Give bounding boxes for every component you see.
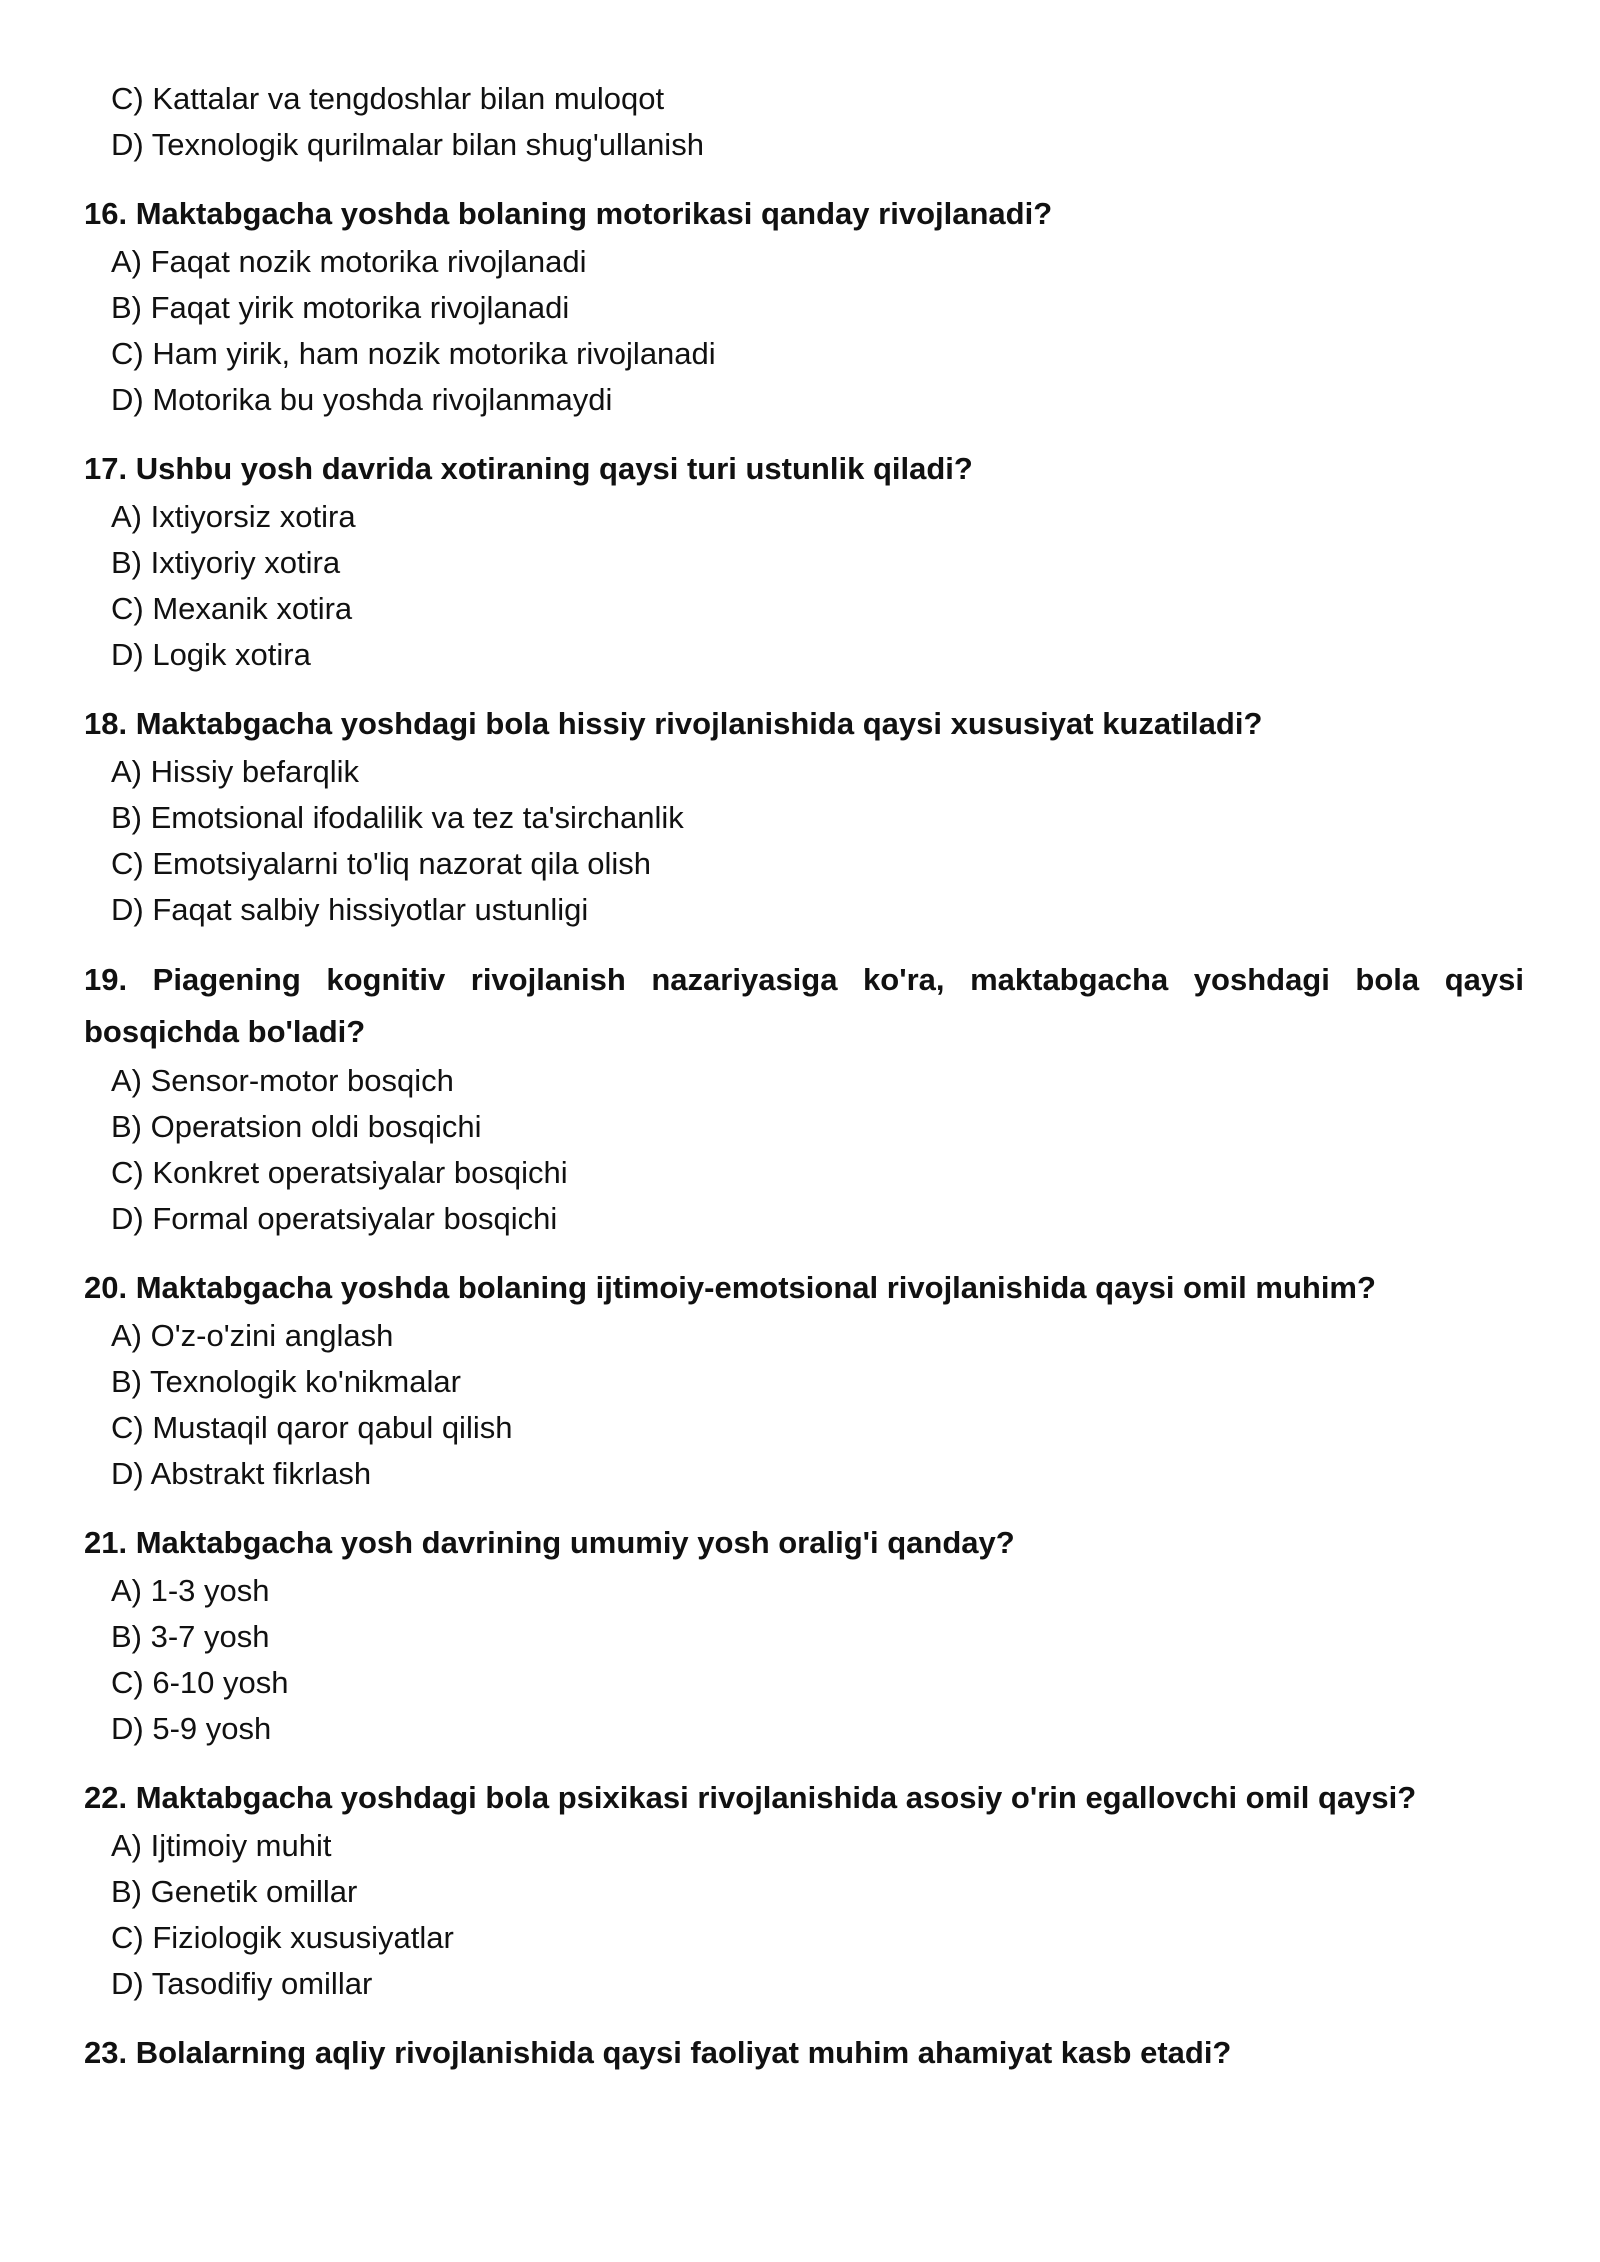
answer-option: C) 6-10 yosh	[111, 1665, 289, 1700]
quiz-content	[84, 76, 1524, 2099]
answer-option: B) Texnologik ko'nikmalar	[111, 1364, 461, 1399]
question-text: 21. Maktabgacha yosh davrining umumiy yosh oralig'i qanday?	[84, 1525, 1015, 1560]
question-text: 22. Maktabgacha yoshdagi bola psixikasi rivojlanishida asosiy o'rin egallovchi omil qaysi?	[84, 1780, 1417, 1815]
answer-option: A) Hissiy befarqlik	[111, 754, 360, 789]
answer-option: D) 5-9 yosh	[111, 1711, 272, 1746]
answer-option: C) Fiziologik xususiyatlar	[111, 1920, 454, 1955]
answer-option: A) Sensor-motor bosqich	[111, 1063, 454, 1098]
answer-option: C) Konkret operatsiyalar bosqichi	[111, 1155, 568, 1190]
question-text: 16. Maktabgacha yoshda bolaning motorikasi qanday rivojlanadi?	[84, 196, 1053, 231]
answer-option: D) Formal operatsiyalar bosqichi	[111, 1201, 558, 1236]
answer-option: A) Ixtiyorsiz xotira	[111, 499, 356, 534]
answer-option: A) Ijtimoiy muhit	[111, 1828, 332, 1863]
answer-option: B) Faqat yirik motorika rivojlanadi	[111, 290, 570, 325]
answer-option: D) Abstrakt fikrlash	[111, 1456, 372, 1491]
answer-option: A) O'z-o'zini anglash	[111, 1318, 394, 1353]
question-19	[84, 954, 1524, 1242]
answer-option: D) Motorika bu yoshda rivojlanmaydi	[111, 382, 613, 417]
answer-option: D) Tasodifiy omillar	[111, 1966, 373, 2001]
answer-option: D) Faqat salbiy hissiyotlar ustunligi	[111, 892, 589, 927]
answer-option: B) Emotsional ifodalilik va tez ta'sirchanlik	[111, 800, 684, 835]
answer-option: A) Faqat nozik motorika rivojlanadi	[111, 244, 587, 279]
question-15-options	[84, 76, 1524, 168]
question-text: 23. Bolalarning aqliy rivojlanishida qaysi faoliyat muhim ahamiyat kasb etadi?	[84, 2035, 1232, 2070]
question-18	[84, 699, 1524, 933]
question-17	[84, 444, 1524, 678]
answer-option: C) Mustaqil qaror qabul qilish	[111, 1410, 513, 1445]
question-22	[84, 1773, 1524, 2007]
question-text: 20. Maktabgacha yoshda bolaning ijtimoiy-emotsional rivojlanishida qaysi omil muhim?	[84, 1270, 1376, 1305]
answer-option: B) Genetik omillar	[111, 1874, 358, 1909]
answer-option: C) Ham yirik, ham nozik motorika rivojlanadi	[111, 336, 716, 371]
question-text: 17. Ushbu yosh davrida xotiraning qaysi turi ustunlik qiladi?	[84, 451, 973, 486]
answer-option: B) Operatsion oldi bosqichi	[111, 1109, 482, 1144]
answer-option: B) Ixtiyoriy xotira	[111, 545, 341, 580]
question-20	[84, 1263, 1524, 1497]
answer-option: C) Emotsiyalarni to'liq nazorat qila olish	[111, 846, 652, 881]
question-16	[84, 189, 1524, 423]
answer-option: A) 1-3 yosh	[111, 1573, 270, 1608]
question-text: 19. Piagening kognitiv rivojlanish nazariyasiga ko'ra, maktabgacha yoshdagi bola qaysi bosqichda bo'ladi?	[84, 962, 1524, 1049]
answer-option: C) Kattalar va tengdoshlar bilan muloqot	[111, 81, 665, 116]
answer-option: D) Texnologik qurilmalar bilan shug'ullanish	[111, 127, 704, 162]
answer-option: B) 3-7 yosh	[111, 1619, 270, 1654]
question-23	[84, 2028, 1524, 2078]
question-21	[84, 1518, 1524, 1752]
answer-option: D) Logik xotira	[111, 637, 311, 672]
answer-option: C) Mexanik xotira	[111, 591, 353, 626]
question-text: 18. Maktabgacha yoshdagi bola hissiy rivojlanishida qaysi xususiyat kuzatiladi?	[84, 706, 1263, 741]
